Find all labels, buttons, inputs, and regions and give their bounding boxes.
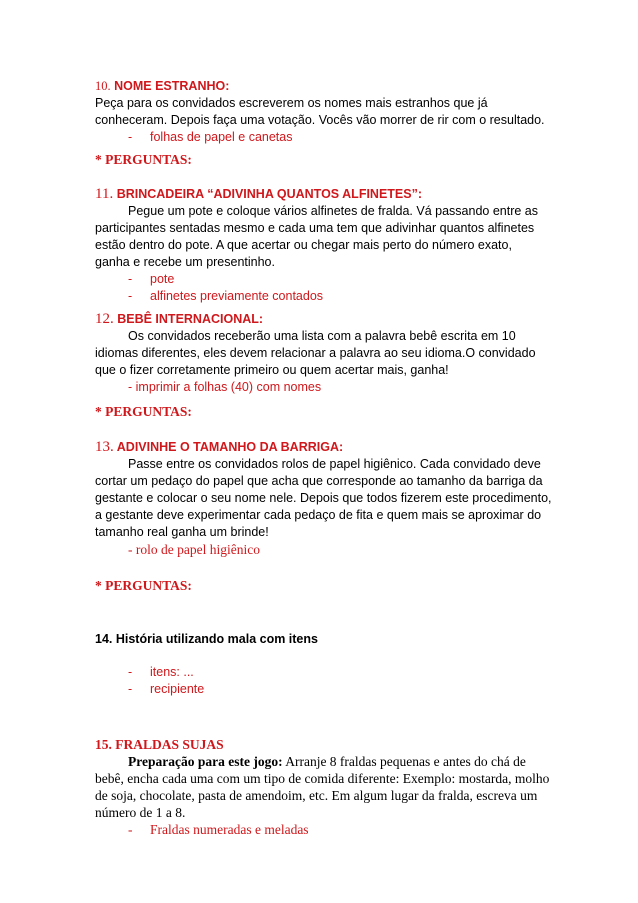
section-14: [95, 631, 555, 698]
body-line: gestante e colocar o seu nome nele. Depois que todos fizerem este procedimento,: [95, 491, 552, 505]
list-item-text: recipiente: [150, 682, 205, 696]
list-item-text: Fraldas numeradas e meladas: [150, 822, 309, 837]
body-line: conheceram. Depois faça uma votação. Vocês vão morrer de rir com o resultado.: [95, 113, 545, 127]
dash: -: [128, 665, 133, 679]
spacer: [95, 648, 555, 664]
list-item: [95, 129, 555, 146]
section-number: 13.: [95, 439, 114, 455]
list-item: - imprimir a folhas (40) com nomes: [128, 380, 322, 394]
body-line: participantes sentadas mesmo e cada uma tem que adivinhar quantos alfinetes: [95, 221, 535, 235]
section-title: ADIVINHE O TAMANHO DA BARRIGA:: [116, 440, 344, 454]
list-item: [95, 271, 555, 288]
body-line: [95, 753, 555, 770]
prep-label: Preparação para este jogo:: [128, 754, 283, 769]
dash: -: [128, 130, 133, 144]
list-item-text: itens: ...: [150, 665, 194, 679]
section-11: [95, 186, 555, 305]
body-line: ganha e recebe um presentinho.: [95, 255, 275, 269]
section-12: [95, 311, 555, 396]
dash: -: [128, 272, 133, 286]
body-line: que o fizer corretamente primeiro ou quem acertar mais, ganha!: [95, 363, 449, 377]
section-title: NOME ESTRANHO:: [114, 79, 230, 93]
body-line: idiomas diferentes, eles devem relacionar a palavra ao seu idioma.O convidado: [95, 346, 536, 360]
prep-text: Arranje 8 fraldas pequenas e antes do chá de: [282, 754, 526, 769]
dash: -: [128, 289, 133, 303]
section-title: BEBÊ INTERNACIONAL:: [117, 312, 264, 326]
body-line: a gestante deve experimentar cada pedaço de fita e quem mais se aproximar do: [95, 508, 542, 522]
section-15-heading: 15. FRALDAS SUJAS: [95, 737, 224, 752]
section-10-heading: [95, 78, 555, 95]
list-item-text: alfinetes previamente contados: [150, 289, 324, 303]
section-13-heading: [95, 439, 555, 456]
dash: -: [128, 682, 133, 696]
list-item-text: pote: [150, 272, 175, 286]
list-item: [95, 821, 555, 838]
section-number: 10.: [95, 79, 111, 93]
section-15: [95, 736, 555, 838]
list-item: [95, 664, 555, 681]
perguntas-heading-2: * PERGUNTAS:: [95, 404, 192, 419]
section-13: [95, 439, 555, 558]
section-number: 11.: [95, 186, 114, 202]
section-10: [95, 78, 555, 146]
section-12-heading: [95, 311, 555, 328]
list-item-text: folhas de papel e canetas: [150, 130, 293, 144]
section-11-heading: [95, 186, 555, 203]
body-line: bebê, encha cada uma com um tipo de comida diferente: Exemplo: mostarda, molho: [95, 771, 550, 786]
perguntas-heading-3: * PERGUNTAS:: [95, 578, 192, 593]
body-line: cortar um pedaço do papel que acha que corresponde ao tamanho da barriga da: [95, 474, 543, 488]
list-item: [95, 681, 555, 698]
body-line: Peça para os convidados escreverem os nomes mais estranhos que já: [95, 96, 488, 110]
body-line: Passe entre os convidados rolos de papel higiênico. Cada convidado deve: [128, 457, 541, 471]
body-line: Os convidados receberão uma lista com a palavra bebê escrita em 10: [128, 329, 516, 343]
list-item: - rolo de papel higiênico: [128, 542, 260, 557]
dash: -: [128, 822, 133, 837]
section-number: 12.: [95, 311, 114, 327]
body-line: tamanho real ganha um brinde!: [95, 525, 269, 539]
body-line: número de 1 a 8.: [95, 805, 186, 820]
body-line: de soja, chocolate, pasta de amendoim, etc. Em algum lugar da fralda, escreva um: [95, 788, 538, 803]
body-line: estão dentro do pote. A que acertar ou chegar mais perto do número exato,: [95, 238, 512, 252]
body-line: Pegue um pote e coloque vários alfinetes de fralda. Vá passando entre as: [128, 204, 538, 218]
section-14-heading: 14. História utilizando mala com itens: [95, 632, 318, 646]
section-title: BRINCADEIRA “ADIVINHA QUANTOS ALFINETES”:: [116, 187, 423, 201]
perguntas-heading-1: * PERGUNTAS:: [95, 152, 192, 167]
list-item: [95, 288, 555, 305]
